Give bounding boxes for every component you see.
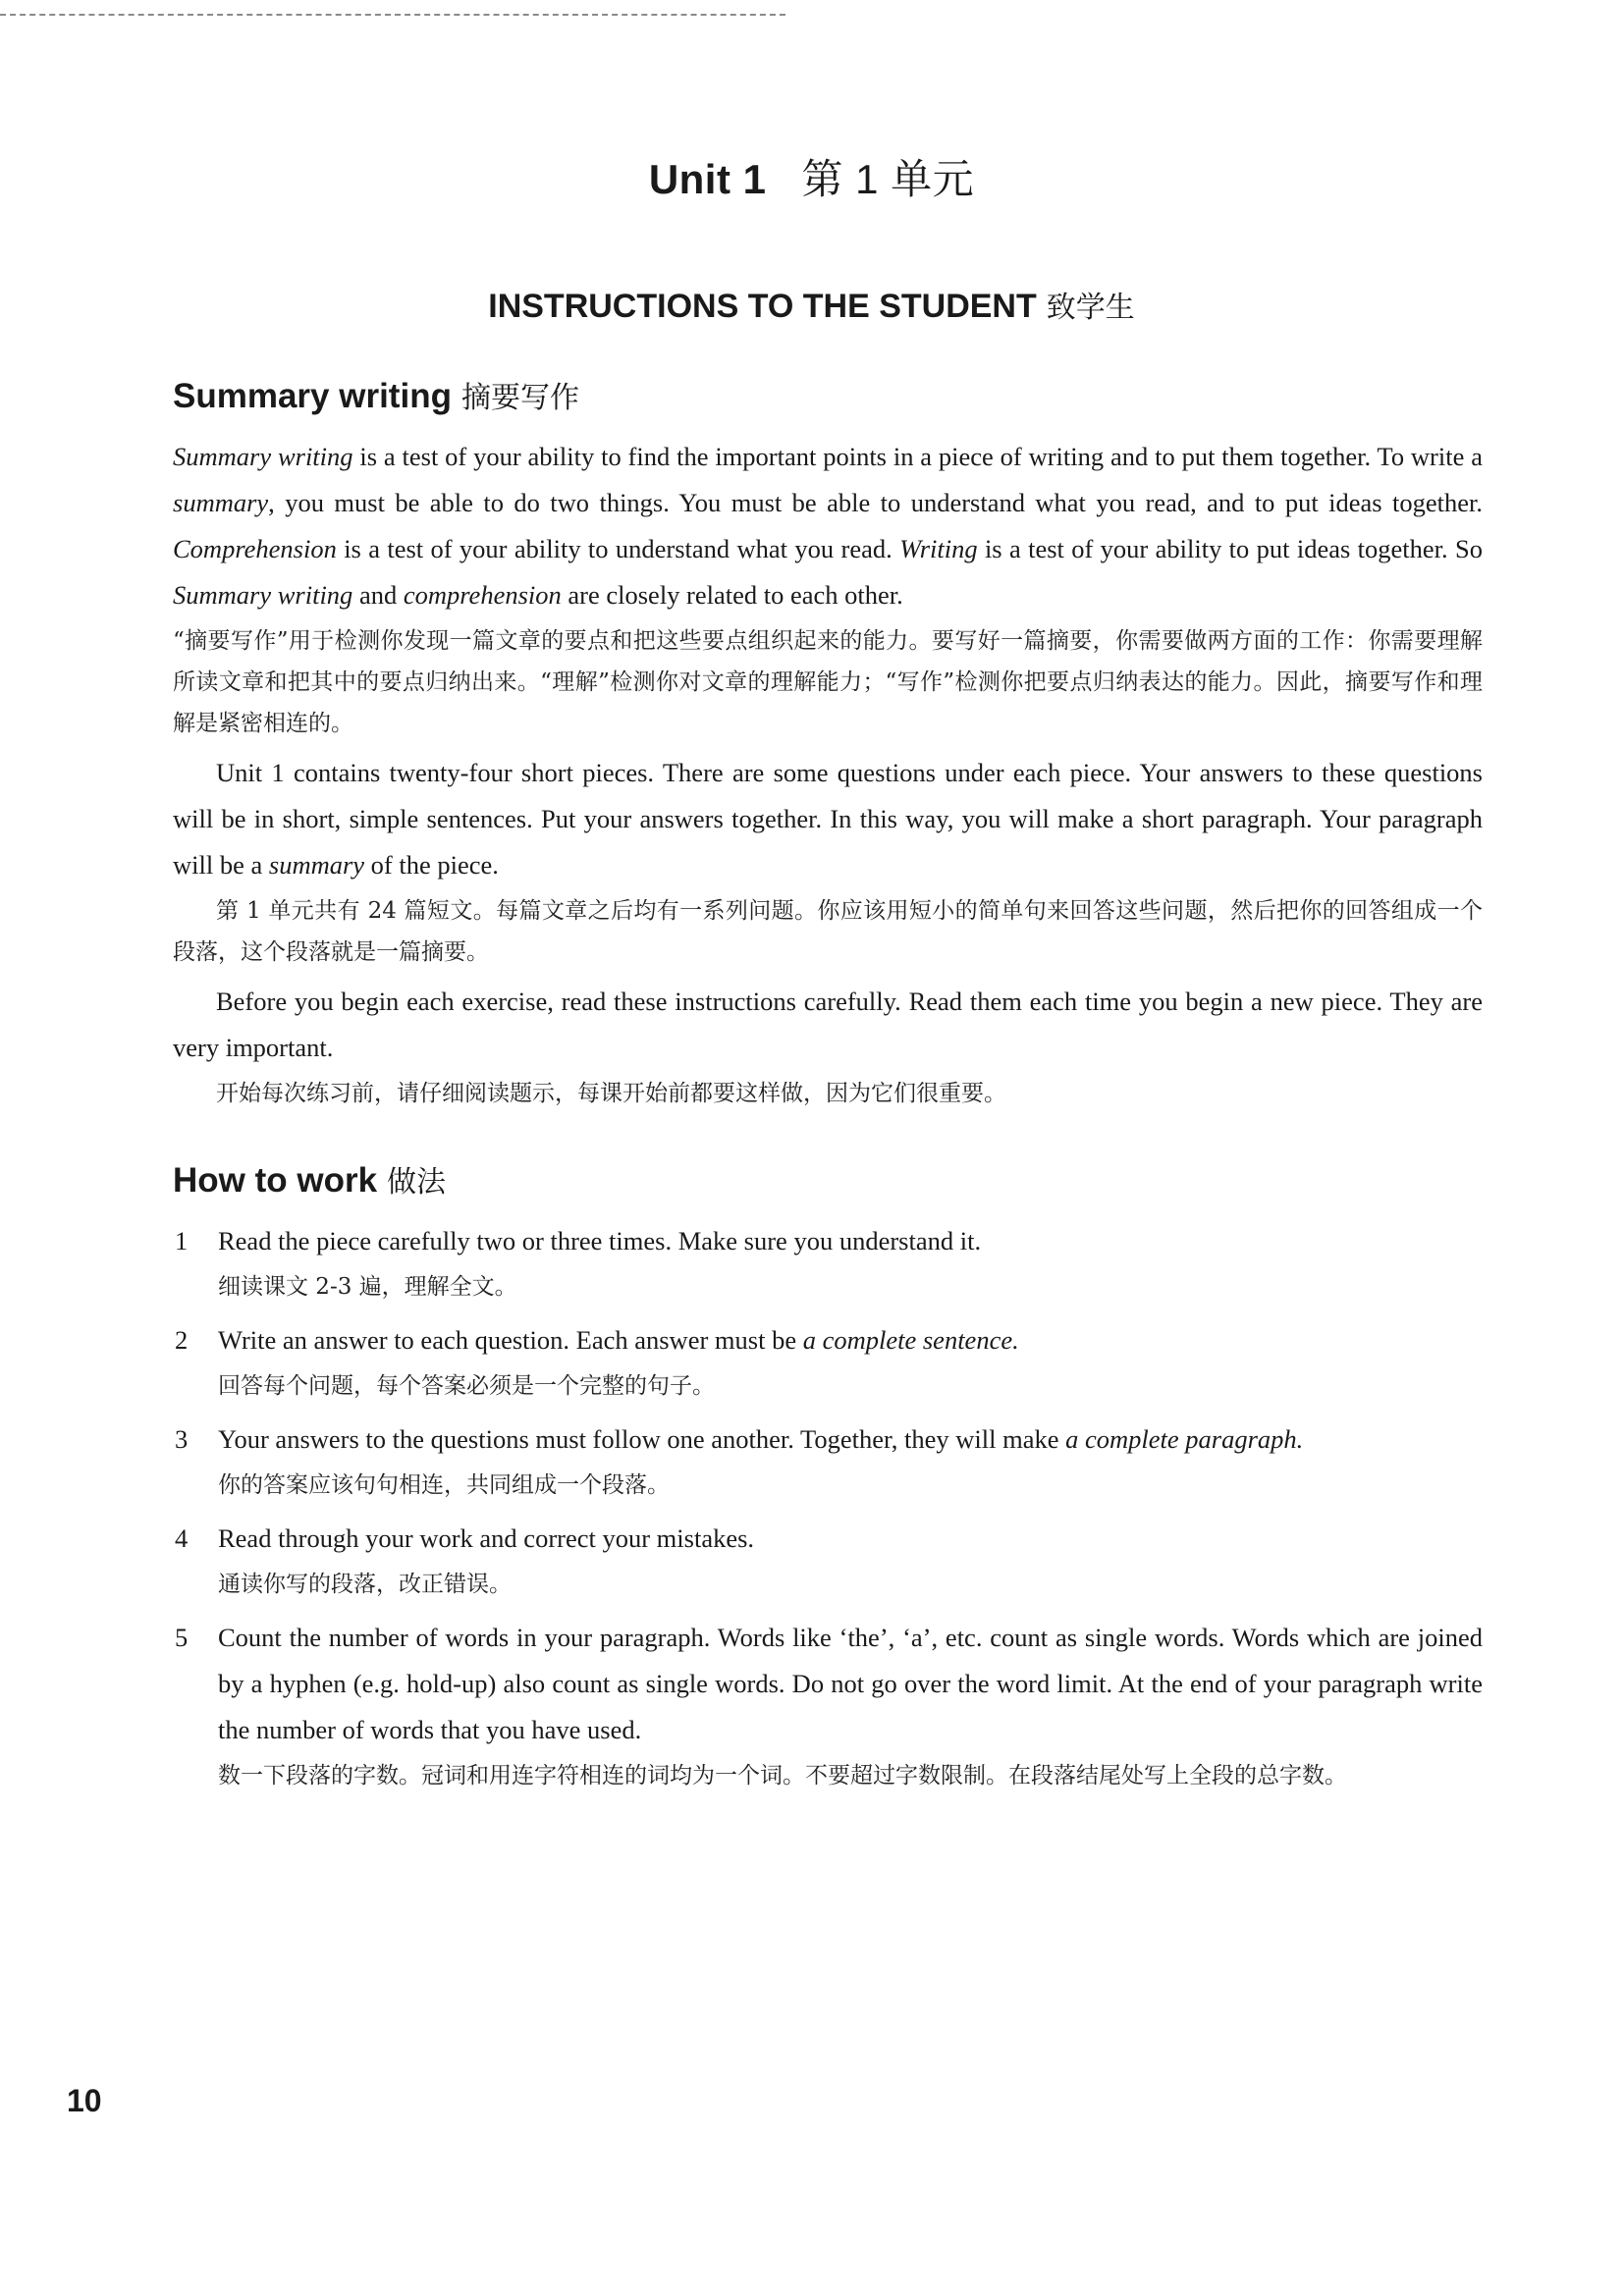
term-comprehension: comprehension	[403, 580, 562, 610]
text-span: are closely related to each other.	[561, 580, 903, 610]
how-to-work-heading	[173, 1157, 1483, 1206]
step-text-cn: 数一下段落的字数。冠词和用连字符相连的词均为一个词。不要超过字数限制。在段落结尾处写上全段的总字数。	[218, 1763, 1347, 1789]
summary-paragraph-3: Before you begin each exercise, read these instructions carefully. Read them each time you begin a new piece. They are very important.	[173, 987, 1483, 1062]
subtitle-cn: 致学生	[1046, 291, 1135, 325]
section-gap	[173, 1120, 1483, 1157]
term-writing: Writing	[899, 534, 978, 563]
step-text-cn: 回答每个问题，每个答案必须是一个完整的句子。	[218, 1373, 715, 1399]
step-number: 4	[175, 1523, 189, 1553]
summary-paragraph-2	[173, 750, 1483, 888]
summary-heading-cn: 摘要写作	[460, 381, 579, 415]
step-number: 3	[175, 1424, 189, 1454]
summary-heading-en: Summary writing	[173, 377, 452, 415]
how-heading-en: How to work	[173, 1161, 378, 1200]
step-text-en	[218, 1317, 1483, 1363]
step-text-en	[218, 1416, 1483, 1463]
step-item-4	[173, 1516, 1483, 1605]
summary-paragraph-1-cn: “摘要写作”用于检测你发现一篇文章的要点和把这些要点组织起来的能力。要写好一篇摘要，你需要做两方面的工作：你需要理解所读文章和把其中的要点归纳出来。“理解”检测你对文章的理解能力；“写作”检测你把要点归纳表达的能力。因此，摘要写作和理解是紧密相连的。	[173, 628, 1483, 736]
term-complete-sentence: a complete sentence.	[802, 1325, 1019, 1355]
instructions-subtitle	[0, 283, 1623, 326]
step-text-en: Read through your work and correct your mistakes.	[218, 1523, 755, 1553]
summary-paragraph-1	[173, 434, 1483, 618]
how-to-work-section	[173, 1157, 1483, 1796]
text-span: and	[352, 580, 404, 610]
text-span: Write an answer to each question. Each answer must be	[218, 1325, 803, 1355]
summary-paragraph-3-cn: 开始每次练习前，请仔细阅读题示，每课开始前都要这样做，因为它们很重要。	[216, 1081, 1006, 1106]
step-text-cn: 通读你写的段落，改正错误。	[218, 1572, 512, 1597]
term-summary-writing: Summary writing	[173, 580, 353, 610]
text-span: is a test of your ability to put ideas together. So	[977, 534, 1483, 563]
how-heading-cn: 做法	[387, 1165, 447, 1200]
term-complete-paragraph: a complete paragraph.	[1065, 1424, 1304, 1454]
term-summary-writing: Summary writing	[173, 442, 353, 471]
step-number: 5	[175, 1623, 189, 1652]
text-span: Your answers to the questions must follow one another. Together, they will make	[218, 1424, 1066, 1454]
term-summary: summary	[173, 488, 269, 517]
subtitle-en: INSTRUCTIONS TO THE STUDENT	[488, 288, 1037, 325]
summary-writing-section	[173, 373, 1483, 1114]
step-item-1	[173, 1218, 1483, 1308]
summary-paragraph-2-cn: 第 1 单元共有 24 篇短文。每篇文章之后均有一系列问题。你应该用短小的简单句来回答这些问题，然后把你的回答组成一个段落，这个段落就是一篇摘要。	[173, 898, 1483, 965]
step-item-2	[173, 1317, 1483, 1407]
text-span: Unit 1 contains twenty-four short pieces. There are some questions under each piece. Your answers to these questions will be in short, simple sentences. Put your answers together. In this way, you will make a short paragraph. Your paragraph will be a	[173, 758, 1483, 880]
summary-writing-heading	[173, 373, 1483, 422]
text-span: of the piece.	[364, 850, 499, 880]
step-text-cn: 细读课文 2-3 遍，理解全文。	[218, 1274, 517, 1300]
page-content	[173, 373, 1483, 1806]
steps-list	[173, 1218, 1483, 1796]
term-comprehension: Comprehension	[173, 534, 337, 563]
text-span: is a test of your ability to find the important points in a piece of writing and to put them together. To write a	[352, 442, 1483, 471]
step-number: 1	[175, 1226, 189, 1255]
step-text-cn: 你的答案应该句句相连，共同组成一个段落。	[218, 1472, 670, 1498]
unit-title-en: Unit 1	[648, 156, 767, 202]
unit-title	[0, 147, 1623, 206]
unit-title-cn: 第 1 单元	[801, 156, 975, 202]
text-span: , you must be able to do two things. You must be able to understand what you read, and to put ideas together.	[268, 488, 1483, 517]
term-summary: summary	[268, 850, 365, 880]
text-span: is a test of your ability to understand what you read.	[336, 534, 900, 563]
step-item-5	[173, 1615, 1483, 1796]
step-item-3	[173, 1416, 1483, 1506]
page-number: 10	[67, 2083, 102, 2118]
top-dashed-rule	[0, 14, 785, 16]
step-number: 2	[175, 1325, 189, 1355]
step-text-en: Count the number of words in your paragraph. Words like ‘the’, ‘a’, etc. count as single words. Words which are joined by a hyphen (e.g. hold-up) also count as single words. Do not go over the word limit. At the end of your paragraph write the number of words that you have used.	[218, 1623, 1483, 1744]
step-text-en: Read the piece carefully two or three times. Make sure you understand it.	[218, 1226, 982, 1255]
